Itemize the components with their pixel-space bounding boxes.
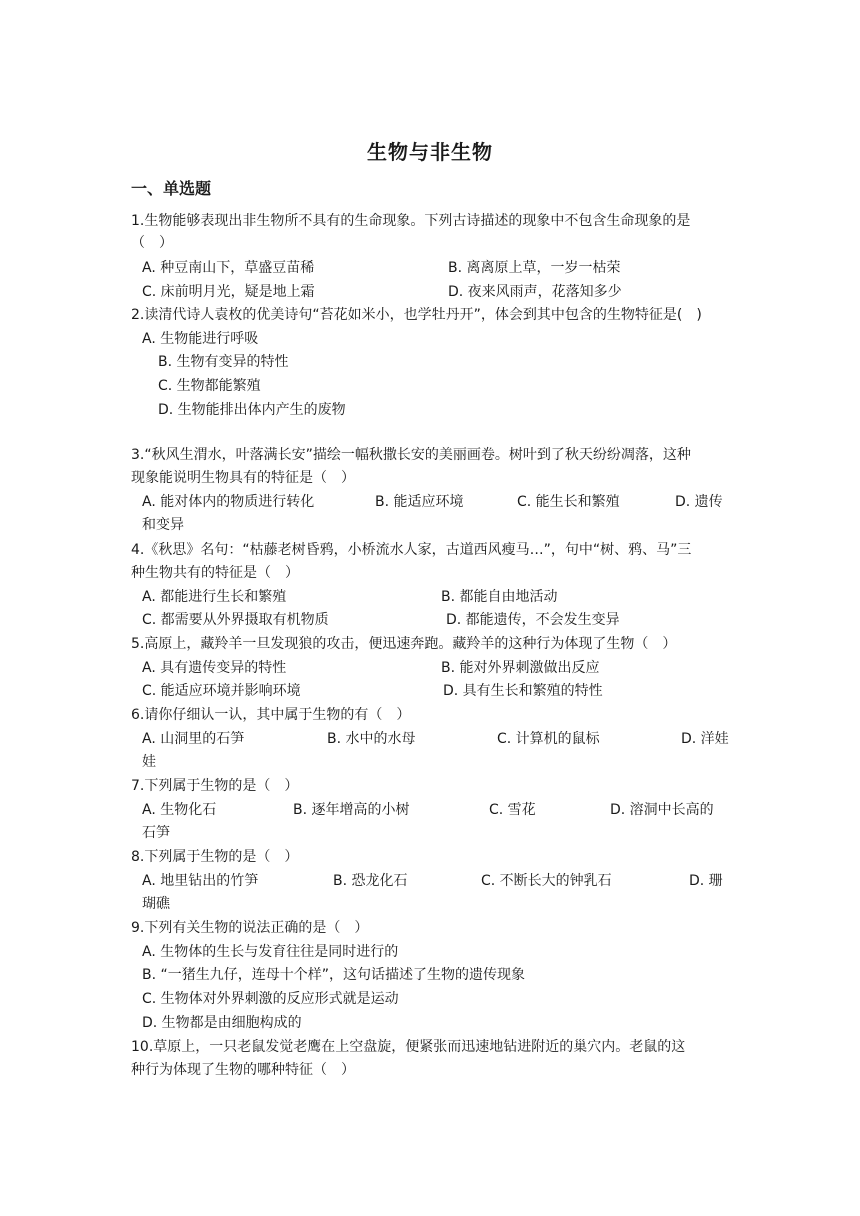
question-7-option-d: D. 溶洞中长高的 — [610, 802, 714, 818]
question-9-option-a: A. 生物体的生长与发育往往是同时进行的 — [142, 944, 399, 960]
question-8-option-a: A. 地里钻出的竹笋 — [142, 873, 259, 889]
question-4-option-a: A. 都能进行生长和繁殖 — [142, 589, 287, 605]
question-8-option-d-continued: 瑚礁 — [142, 896, 170, 912]
question-2-option-a: A. 生物能进行呼吸 — [142, 331, 259, 347]
question-7-option-d-continued: 石笋 — [142, 825, 170, 841]
question-6-option-c: C. 计算机的鼠标 — [497, 731, 600, 747]
question-7-option-c: C. 雪花 — [489, 802, 536, 818]
question-5-option-c: C. 能适应环境并影响环境 — [142, 683, 301, 699]
question-3-option-a: A. 能对体内的物质进行转化 — [142, 494, 315, 510]
question-10-stem-line-2: 种行为体现了生物的哪种特征（ ） — [131, 1062, 355, 1078]
question-3-option-d-continued: 和变异 — [142, 517, 184, 533]
question-1-stem-line-1: 1.生物能够表现出非生物所不具有的生命现象。下列古诗描述的现象中不包含生命现象的是 — [131, 213, 691, 229]
question-3-option-d: D. 遗传 — [675, 494, 723, 510]
question-10-stem-line-1: 10.草原上，一只老鼠发觉老鹰在上空盘旋，便紧张而迅速地钻进附近的巢穴内。老鼠的这 — [131, 1039, 686, 1055]
question-1-option-b: B. 离离原上草，一岁一枯荣 — [448, 260, 621, 276]
question-4-option-b: B. 都能自由地活动 — [441, 589, 558, 605]
question-7-option-a: A. 生物化石 — [142, 802, 217, 818]
question-2-option-c: C. 生物都能繁殖 — [158, 378, 261, 394]
question-8-option-d: D. 珊 — [689, 873, 723, 889]
question-1-option-c: C. 床前明月光，疑是地上霜 — [142, 284, 315, 300]
question-3-option-b: B. 能适应环境 — [375, 494, 464, 510]
question-6-stem: 6.请你仔细认一认，其中属于生物的有（ ） — [131, 707, 411, 723]
question-1-stem-line-2: （ ） — [131, 235, 173, 251]
question-5-stem: 5.高原上，藏羚羊一旦发现狼的攻击，便迅速奔跑。藏羚羊的这种行为体现了生物（ ） — [131, 636, 677, 652]
question-4-stem-line-2: 种生物共有的特征是（ ） — [131, 565, 299, 581]
question-5-option-a: A. 具有遗传变异的特性 — [142, 660, 287, 676]
question-6-option-d: D. 洋娃 — [681, 731, 729, 747]
question-2-option-b: B. 生物有变异的特性 — [158, 354, 289, 370]
question-5-option-b: B. 能对外界刺激做出反应 — [441, 660, 600, 676]
question-8-option-b: B. 恐龙化石 — [333, 873, 408, 889]
question-9-option-b: B. “一猪生九仔，连母十个样”，这句话描述了生物的遗传现象 — [142, 967, 526, 983]
question-4-option-c: C. 都需要从外界摄取有机物质 — [142, 612, 329, 628]
question-2-option-d: D. 生物能排出体内产生的废物 — [158, 402, 346, 418]
question-6-option-b: B. 水中的水母 — [327, 731, 416, 747]
question-9-option-d: D. 生物都是由细胞构成的 — [142, 1015, 302, 1031]
question-6-option-d-continued: 娃 — [142, 754, 156, 770]
question-6-option-a: A. 山洞里的石笋 — [142, 731, 245, 747]
page-title: 生物与非生物 — [367, 140, 493, 164]
question-9-stem: 9.下列有关生物的说法正确的是（ ） — [131, 920, 369, 936]
question-7-stem: 7.下列属于生物的是（ ） — [131, 778, 299, 794]
question-7-option-b: B. 逐年增高的小树 — [293, 802, 410, 818]
question-2-stem: 2.读清代诗人袁枚的优美诗句“苔花如米小，也学牡丹开”，体会到其中包含的生物特征是( ) — [131, 307, 702, 323]
question-3-option-c: C. 能生长和繁殖 — [517, 494, 620, 510]
question-1-option-a: A. 种豆南山下，草盛豆苗稀 — [142, 260, 315, 276]
question-8-stem: 8.下列属于生物的是（ ） — [131, 849, 299, 865]
question-4-stem-line-1: 4.《秋思》名句：“枯藤老树昏鸦，小桥流水人家，古道西风瘦马…”，句中“树、鸦、马”三 — [131, 542, 692, 558]
question-5-option-d: D. 具有生长和繁殖的特性 — [443, 683, 603, 699]
question-8-option-c: C. 不断长大的钟乳石 — [481, 873, 612, 889]
question-4-option-d: D. 都能遗传，不会发生变异 — [446, 612, 620, 628]
question-1-option-d: D. 夜来风雨声，花落知多少 — [448, 284, 622, 300]
question-3-stem-line-1: 3.“秋风生渭水，叶落满长安”描绘一幅秋撒长安的美丽画卷。树叶到了秋天纷纷凋落，这种 — [131, 447, 691, 463]
section-heading: 一、单选题 — [131, 179, 212, 198]
question-3-stem-line-2: 现象能说明生物具有的特征是（ ） — [131, 470, 355, 486]
question-9-option-c: C. 生物体对外界刺激的反应形式就是运动 — [142, 991, 399, 1007]
